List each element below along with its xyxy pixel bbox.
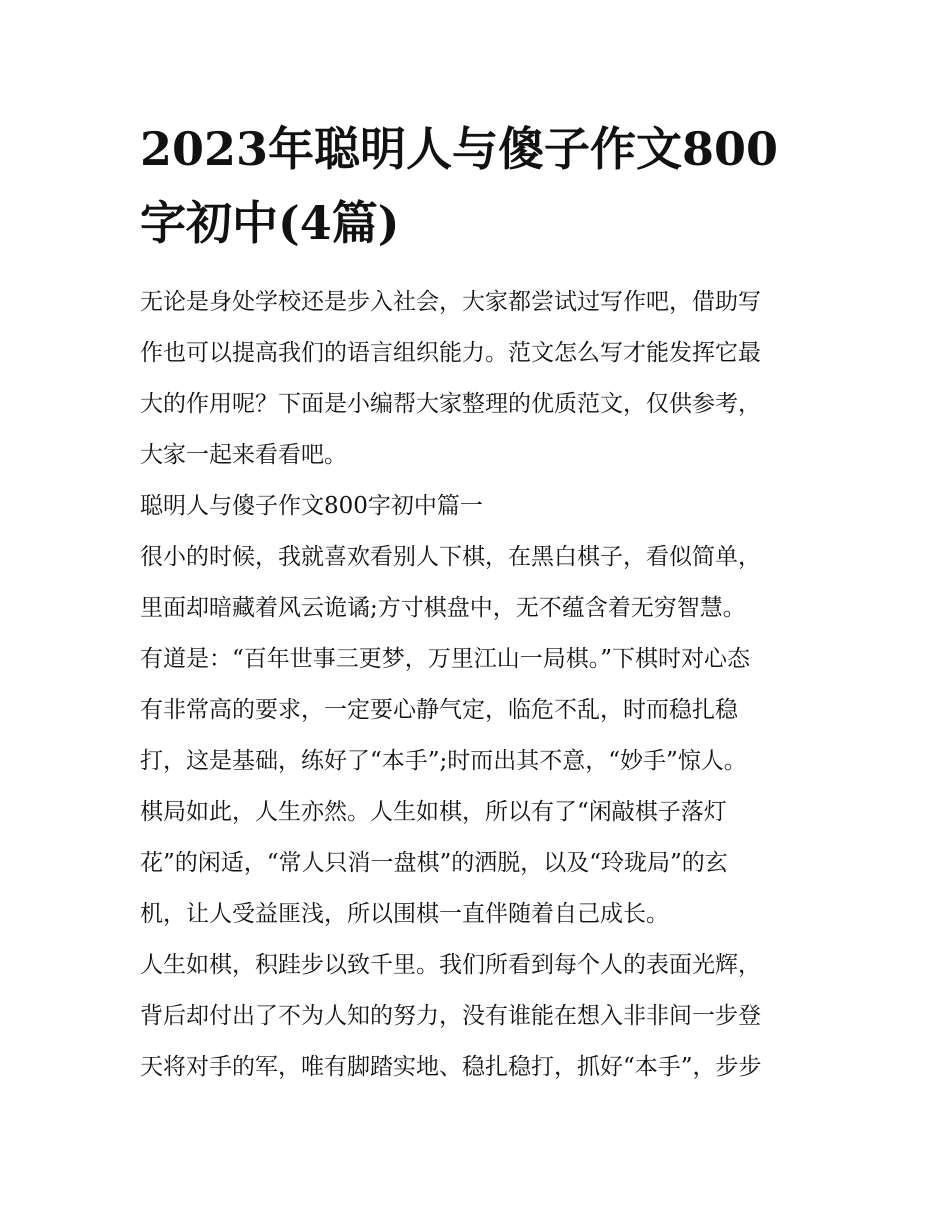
- title-line-2: 字初中(4篇): [140, 196, 400, 250]
- intro-line: 作也可以提高我们的语言组织能力。范文怎么写才能发挥它最: [140, 340, 761, 366]
- document-body: [140, 282, 830, 1098]
- title-line-1: 2023年聪明人与傻子作文800: [140, 122, 779, 176]
- page-title: [140, 112, 820, 260]
- section-line: 花”的闲适，“常人只消一盘棋”的洒脱，以及“玲珑局”的玄: [140, 850, 728, 876]
- section-line: 里面却暗藏着风云诡谲;方寸棋盘中，无不蕴含着无穷智慧。: [140, 595, 746, 621]
- intro-line: 大的作用呢？下面是小编帮大家整理的优质范文，仅供参考，: [140, 391, 761, 417]
- section-line: 很小的时候，我就喜欢看别人下棋，在黑白棋子，看似简单，: [140, 544, 761, 570]
- intro-line: 大家一起来看看吧。: [140, 442, 347, 468]
- section-line: 有道是：“百年世事三更梦，万里江山一局棋。”下棋时对心态: [140, 646, 751, 672]
- section-line: 人生如棋，积跬步以致千里。我们所看到每个人的表面光辉，: [140, 952, 761, 978]
- section-line: 有非常高的要求，一定要心静气定，临危不乱，时而稳扎稳: [140, 697, 738, 723]
- section-line: 机，让人受益匪浅，所以围棋一直伴随着自己成长。: [140, 901, 669, 927]
- section-line: 棋局如此，人生亦然。人生如棋，所以有了“闲敲棋子落灯: [140, 799, 727, 825]
- section-line: 打，这是基础，练好了“本手”;时而出其不意，“妙手”惊人。: [140, 748, 747, 774]
- section-line: 天将对手的军，唯有脚踏实地、稳扎稳打，抓好“本手”，步步: [140, 1054, 762, 1080]
- section-heading: 聪明人与傻子作文800字初中篇一: [140, 493, 483, 519]
- intro-line: 无论是身处学校还是步入社会，大家都尝试过写作吧，借助写: [140, 289, 761, 315]
- section-line: 背后却付出了不为人知的努力，没有谁能在想入非非间一步登: [140, 1003, 761, 1029]
